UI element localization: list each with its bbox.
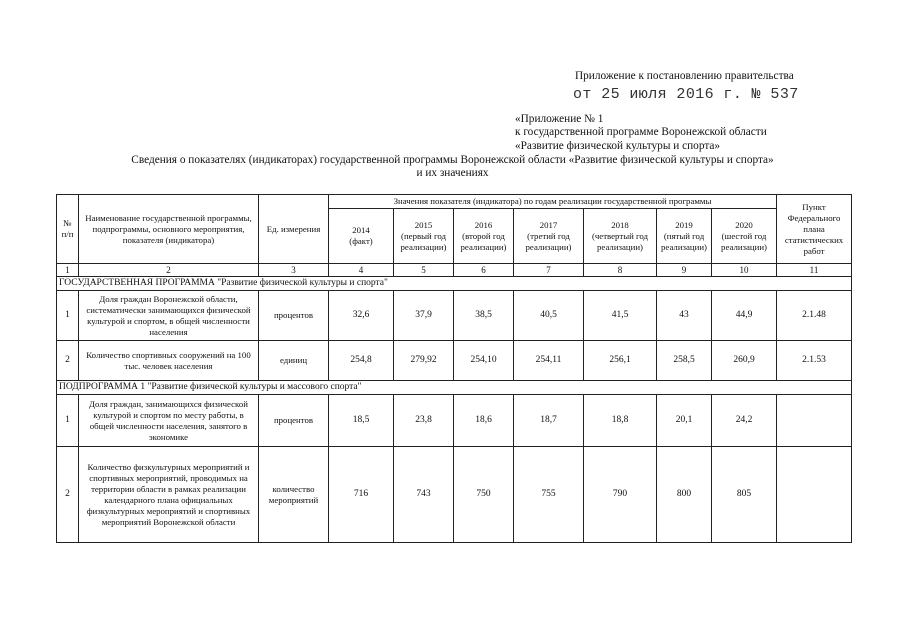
header-row-top: [57, 195, 852, 209]
row-value: 716: [329, 447, 394, 543]
row-value: 755: [514, 447, 584, 543]
column-number: 4: [329, 264, 394, 277]
section-title: ПОДПРОГРАММА 1 "Развитие физической культуры и массового спорта": [57, 381, 852, 395]
row-number: 2: [57, 341, 79, 381]
row-value: 20,1: [657, 395, 712, 447]
column-number-row: [57, 264, 852, 277]
row-fed-plan: [777, 395, 852, 447]
row-value: 40,5: [514, 291, 584, 341]
year-sub: (первый год реализации): [400, 230, 447, 252]
table-row: [57, 395, 852, 447]
row-value: 18,7: [514, 395, 584, 447]
row-number: 2: [57, 447, 79, 543]
year-label: 2014: [352, 225, 370, 235]
header-year: [514, 209, 584, 264]
year-label: 2020: [735, 219, 753, 230]
section-row: [57, 277, 852, 291]
year-label: 2017: [539, 219, 558, 230]
column-number: 10: [712, 264, 777, 277]
stamp-date-line: от 25 июля 2016 г. № 537: [573, 86, 799, 103]
year-sub: (факт): [349, 236, 373, 246]
row-value: 18,8: [584, 395, 657, 447]
header-year: [454, 209, 514, 264]
document-title: Сведения о показателях (индикаторах) государственной программы Воронежской области «Развитие физической культуры и спорта»: [131, 154, 774, 166]
row-value: 38,5: [454, 291, 514, 341]
row-unit: процентов: [259, 291, 329, 341]
header-name: Наименование государственной программы, подпрограммы, основного мероприятия, показателя (индикатора): [79, 195, 259, 264]
row-value: 256,1: [584, 341, 657, 381]
year-sub: (пятый год реализации): [661, 230, 707, 252]
row-name: Количество спортивных сооружений на 100 тыс. человек населения: [79, 341, 259, 381]
to-program-line: к государственной программе Воронежской области: [515, 126, 767, 138]
row-fed-plan: [777, 447, 852, 543]
year-label: 2018: [611, 219, 629, 230]
row-value: 44,9: [712, 291, 777, 341]
table-row: [57, 291, 852, 341]
program-name-line: «Развитие физической культуры и спорта»: [515, 140, 721, 152]
year-sub: (шестой год реализации): [721, 230, 767, 252]
column-number: 5: [394, 264, 454, 277]
row-value: 41,5: [584, 291, 657, 341]
row-value: 254,8: [329, 341, 394, 381]
row-fed-plan: 2.1.48: [777, 291, 852, 341]
row-value: 258,5: [657, 341, 712, 381]
row-value: 18,6: [454, 395, 514, 447]
year-label: 2015: [414, 219, 433, 230]
row-value: 23,8: [394, 395, 454, 447]
year-sub: (четвертый год реализации): [591, 230, 649, 252]
row-value: 805: [712, 447, 777, 543]
row-value: 279,92: [394, 341, 454, 381]
row-number: 1: [57, 291, 79, 341]
header-year: [712, 209, 777, 264]
header-num: № п/п: [57, 195, 79, 264]
column-number: 11: [777, 264, 852, 277]
column-number: 2: [79, 264, 259, 277]
column-number: 7: [514, 264, 584, 277]
column-number: 9: [657, 264, 712, 277]
indicators-table: [56, 194, 852, 543]
row-value: 800: [657, 447, 712, 543]
row-name: Доля граждан Воронежской области, систематически занимающихся физической культурой и спортом, в общей численности населения: [79, 291, 259, 341]
year-sub: (третий год реализации): [525, 230, 572, 252]
column-number: 6: [454, 264, 514, 277]
section-title: ГОСУДАРСТВЕННАЯ ПРОГРАММА "Развитие физической культуры и спорта": [57, 277, 852, 291]
row-unit: процентов: [259, 395, 329, 447]
row-value: 750: [454, 447, 514, 543]
header-year: [657, 209, 712, 264]
appendix-line: Приложение к постановлению правительства: [575, 70, 794, 82]
row-value: 260,9: [712, 341, 777, 381]
row-name: Количество физкультурных мероприятий и спортивных мероприятий, проводимых на территории области в рамках реализации календарного плана официальных физкультурных мероприятий и спортивных мероприятий Воронежской области: [79, 447, 259, 543]
row-value: 743: [394, 447, 454, 543]
row-value: 32,6: [329, 291, 394, 341]
header-year: [584, 209, 657, 264]
row-value: 790: [584, 447, 657, 543]
row-value: 254,10: [454, 341, 514, 381]
row-value: 18,5: [329, 395, 394, 447]
section-row: [57, 381, 852, 395]
year-label: 2016: [474, 219, 493, 230]
header-fed-plan: Пункт Федерального плана статистических работ: [777, 195, 852, 264]
header-year: [329, 209, 394, 264]
header-year: [394, 209, 454, 264]
row-unit: количество мероприятий: [259, 447, 329, 543]
row-value: 24,2: [712, 395, 777, 447]
row-value: 37,9: [394, 291, 454, 341]
row-number: 1: [57, 395, 79, 447]
header-values-group: Значения показателя (индикатора) по годам реализации государственной программы: [329, 195, 777, 209]
column-number: 1: [57, 264, 79, 277]
column-number: 8: [584, 264, 657, 277]
row-fed-plan: 2.1.53: [777, 341, 852, 381]
header-unit: Ед. измерения: [259, 195, 329, 264]
row-value: 254,11: [514, 341, 584, 381]
row-unit: единиц: [259, 341, 329, 381]
year-sub: (второй год реализации): [460, 230, 507, 252]
column-number: 3: [259, 264, 329, 277]
row-value: 43: [657, 291, 712, 341]
appendix-number: «Приложение № 1: [515, 113, 604, 125]
row-name: Доля граждан, занимающихся физической культурой и спортом по месту работы, в общей численности населения, занятого в экономике: [79, 395, 259, 447]
table-row: [57, 447, 852, 543]
document-subtitle: и их значениях: [416, 167, 489, 179]
year-label: 2019: [675, 219, 693, 230]
table-row: [57, 341, 852, 381]
